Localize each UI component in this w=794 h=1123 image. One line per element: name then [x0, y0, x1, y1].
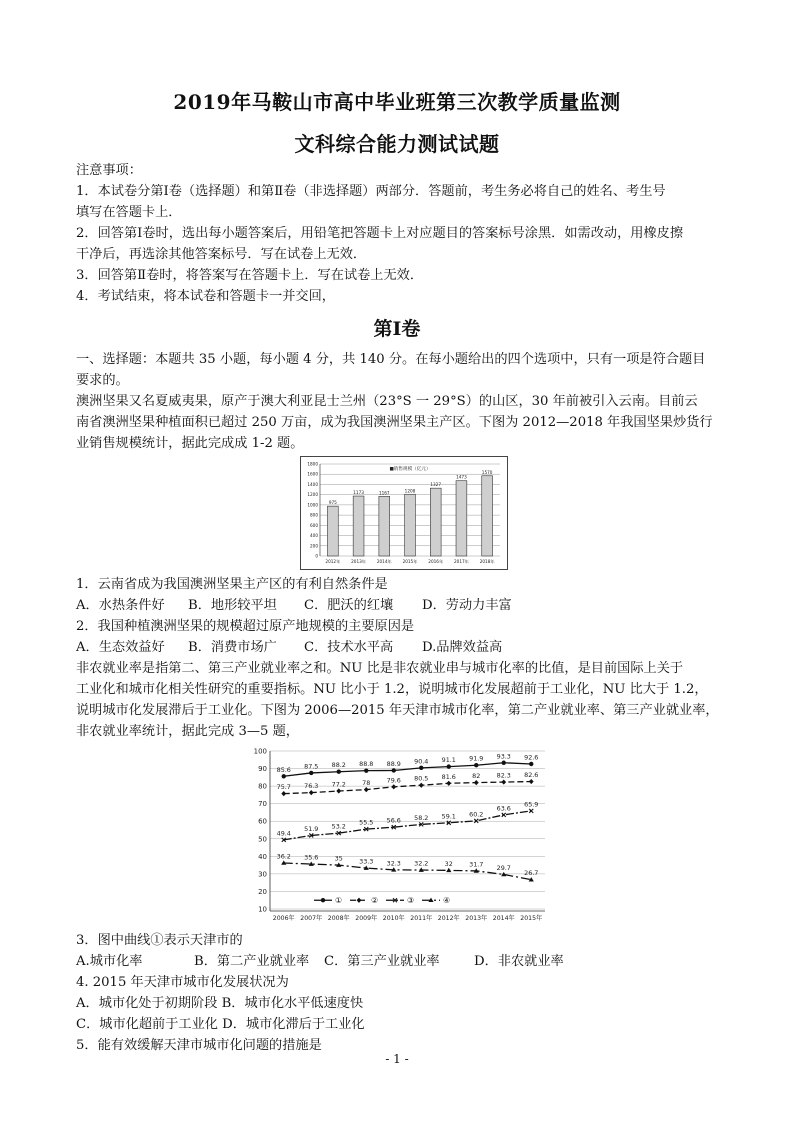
line-data-label: 35.6 [304, 853, 319, 862]
line-point [337, 770, 341, 774]
line-y-tick: 60 [258, 817, 267, 826]
bar [379, 496, 390, 556]
line-data-label: 92.6 [524, 753, 539, 762]
line-point [281, 791, 286, 796]
line-data-label: 32.3 [386, 859, 401, 868]
passage-line: 非农就业率统计，据此完成 3—5 题， [76, 724, 299, 739]
bar-y-tick: 200 [310, 543, 318, 549]
option-c[interactable]: C．肥沃的红壤 [304, 598, 394, 613]
bar-x-tick: 2015年 [402, 559, 418, 564]
line-y-tick: 40 [258, 852, 267, 861]
bar-chart [300, 456, 508, 570]
line-data-label: 82.6 [524, 771, 539, 780]
legend-label: ④ [443, 896, 451, 906]
line-y-tick: 50 [258, 835, 267, 844]
q3-options [76, 951, 726, 972]
line-y-tick: 70 [258, 800, 267, 809]
passage-line: 澳洲坚果又名夏威夷果，原产于澳大利亚昆士兰州（23°S 一 29°S）的山区，30 年前被引入云南。目前云 [76, 394, 698, 409]
notice-item: 填写在答题卡上． [76, 205, 182, 220]
line-series-diamond [284, 782, 532, 794]
line-x-tick: 2015年 [520, 915, 543, 922]
bar-value-label: 1208 [404, 488, 416, 494]
line-data-label: 87.5 [304, 762, 319, 771]
legend-label: ① [335, 896, 343, 906]
bar-x-tick: 2012年 [325, 559, 341, 564]
instruction-line: 要求的。 [76, 373, 129, 388]
bar-value-label: 1173 [353, 490, 364, 496]
q2-options [76, 637, 726, 658]
line-point [391, 784, 396, 789]
bar-value-label: 1327 [430, 482, 442, 488]
notice-item: 4．考试结束，将本试卷和答题卡一并交回， [76, 289, 335, 304]
line-x-tick: 2006年 [272, 915, 295, 922]
option-c[interactable]: C．第三产业就业率 [324, 954, 440, 969]
legend-label: ② [371, 896, 379, 906]
q1-options [76, 595, 726, 616]
line-data-label: 29.7 [496, 863, 511, 872]
option-d[interactable]: D．非农就业率 [474, 954, 564, 969]
line-point [419, 766, 423, 770]
line-data-label: 53.2 [331, 822, 346, 831]
notice-item: 2．回答第Ⅰ卷时，选出每小题答案后，用铅笔把答题卡上对应题目的答案标号涂黑．如需改动，用橡皮擦 [76, 226, 684, 241]
line-data-label: 49.4 [276, 829, 291, 838]
line-point [321, 898, 325, 902]
section-heading: 第Ⅰ卷 [373, 318, 421, 340]
line-data-label: 90.4 [414, 757, 429, 766]
line-point [309, 771, 313, 775]
line-y-tick: 10 [258, 905, 267, 914]
line-data-label: 31.7 [469, 860, 484, 869]
line-data-label: 88.2 [331, 761, 346, 770]
line-y-tick: 80 [258, 782, 267, 791]
line-data-label: 32 [444, 859, 453, 868]
line-x-tick: 2012年 [437, 915, 460, 922]
line-data-label: 55.5 [359, 818, 374, 827]
line-series-triangle [284, 863, 532, 880]
line-series-circle [284, 763, 532, 777]
bar-y-tick: 600 [310, 522, 318, 528]
line-x-tick: 2009年 [355, 915, 378, 922]
line-x-tick: 2010年 [382, 915, 405, 922]
line-y-tick: 100 [253, 747, 267, 756]
line-y-tick: 20 [258, 887, 267, 896]
line-point [501, 779, 506, 784]
questions-1-2 [76, 574, 726, 742]
bar-value-label: 975 [328, 500, 337, 506]
exam-subtitle: 文科综合能力测试试题 [294, 132, 500, 156]
bar-value-label: 1167 [378, 490, 390, 496]
option-d[interactable]: D．劳动力丰富 [422, 598, 512, 613]
line-data-label: 35 [334, 854, 343, 863]
page-number: - 1 - [385, 1052, 409, 1066]
line-x-tick: 2007年 [300, 915, 323, 922]
bar-y-tick: 400 [310, 533, 318, 539]
line-data-label: 36.2 [276, 852, 291, 861]
exam-title: 2019年马鞍山市高中毕业班第三次教学质量监测 [173, 90, 621, 114]
option-b[interactable]: B．消费市场广 [188, 640, 277, 655]
line-data-label: 81.6 [441, 772, 456, 781]
line-x-tick: 2014年 [492, 915, 515, 922]
option-a[interactable]: A.城市化率 [76, 954, 143, 969]
passage-line: 南省澳洲坚果种植面积已超过 250 万亩，成为我国澳洲坚果主产区。下图为 2012—2018 年我国坚果炒货行 [76, 415, 713, 430]
line-data-label: 88.8 [359, 760, 374, 769]
line-data-label: 77.2 [331, 780, 346, 789]
line-point [529, 762, 533, 766]
bar [405, 494, 416, 556]
line-point [446, 781, 451, 786]
line-point [446, 868, 451, 872]
notice-heading: 注意事项： [76, 163, 142, 178]
line-data-label: 78 [362, 779, 371, 788]
bar-y-tick: 0 [315, 553, 318, 559]
line-data-label: 79.6 [386, 776, 401, 785]
line-point [392, 768, 396, 772]
line-data-label: 56.6 [386, 816, 401, 825]
legend-label: ③ [407, 896, 415, 906]
line-data-label: 82 [472, 772, 481, 781]
line-point [447, 764, 451, 768]
option-b[interactable]: B．第二产业就业率 [194, 954, 310, 969]
bar [327, 506, 338, 556]
line-y-tick: 30 [258, 870, 267, 879]
line-data-label: 82.3 [496, 771, 511, 780]
line-point [357, 898, 362, 903]
line-data-label: 76.3 [304, 782, 319, 791]
notice-item: 干净后，再选涂其他答案标号．写在试卷上无效． [76, 247, 367, 262]
line-data-label: 93.3 [496, 752, 511, 761]
bar-y-tick: 1600 [307, 471, 318, 477]
line-point [336, 788, 341, 793]
option-b[interactable]: B．地形较平坦 [188, 598, 277, 613]
bar-x-tick: 2016年 [428, 559, 444, 564]
bar-x-tick: 2014年 [376, 559, 392, 564]
option-d[interactable]: D.品牌效益高 [422, 640, 503, 655]
notice-section [76, 160, 726, 307]
line-data-label: 80.5 [414, 774, 429, 783]
question-stem: 2．我国种植澳洲坚果的规模超过原产地规模的主要原因是 [76, 619, 415, 634]
bar-y-tick: 1400 [307, 481, 318, 487]
line-y-tick: 90 [258, 765, 267, 774]
notice-item: 1．本试卷分第Ⅰ卷（选择题）和第Ⅱ卷（非选择题）两部分．答题前，考生务必将自己的姓名、考生号 [76, 184, 666, 199]
option-line[interactable]: A．城市化处于初期阶段 B．城市化水平低速度快 [76, 996, 364, 1011]
bar-value-label: 1570 [481, 469, 493, 475]
line-data-label: 63.6 [496, 804, 511, 813]
line-point [529, 779, 534, 784]
passage-1 [76, 349, 726, 454]
line-point [474, 763, 478, 767]
passage-line: 说明城市化发展滞后于工业化。下图为 2006—2015 年天津市城市化率，第二产业就业率、第三产业就业率， [76, 703, 719, 718]
line-x-tick: 2013年 [465, 915, 488, 922]
bar-y-tick: 800 [310, 512, 318, 518]
instruction-line: 一、选择题：本题共 35 小题，每小题 4 分，共 140 分。在每小题给出的四个选项中，只有一项是符合题目 [76, 352, 706, 367]
option-a[interactable]: A．生态效益好 [76, 640, 165, 655]
option-a[interactable]: A．水热条件好 [76, 598, 165, 613]
line-point [502, 761, 506, 765]
line-data-label: 88.9 [386, 759, 401, 768]
line-point [309, 790, 314, 795]
bar-x-tick: 2018年 [479, 559, 495, 564]
notice-item: 3．回答第Ⅱ卷时，将答案写在答题卡上．写在试卷上无效． [76, 268, 424, 283]
line-point [364, 768, 368, 772]
bar-value-label: 1473 [456, 474, 467, 480]
bar-y-tick: 1800 [307, 461, 318, 467]
bar [353, 496, 364, 556]
bar [430, 488, 441, 556]
line-data-label: 33.3 [359, 857, 374, 866]
passage-line: 工业化和城市化相关性研究的重要指标。NU 比小于 1.2，说明城市化发展超前于工业化，NU 比大于 1.2， [76, 682, 708, 697]
bar-chart-legend: ■销售规模（亿元） [389, 467, 431, 472]
line-data-label: 26.7 [524, 869, 539, 878]
questions-3-5 [76, 930, 726, 1056]
line-point [364, 787, 369, 792]
line-data-label: 75.7 [276, 783, 291, 792]
line-point [282, 774, 286, 778]
question-stem: 5．能有效缓解天津市城市化问题的措施是 [76, 1038, 322, 1053]
line-x-tick: 2011年 [410, 915, 433, 922]
line-data-label: 85.6 [276, 765, 291, 774]
line-data-label: 59.1 [441, 812, 456, 821]
passage-line: 非农就业率是指第二、第三产业就业率之和。NU 比是非农就业串与城市化率的比值，是目前国际上关于 [76, 661, 684, 676]
bar-x-tick: 2013年 [351, 559, 367, 564]
passage-line: 业销售规模统计，据此完成成 1-2 题。 [76, 436, 304, 451]
bar [456, 481, 467, 556]
line-data-label: 60.2 [469, 810, 484, 819]
question-stem: 4. 2015 年天津市城市化发展状况为 [76, 975, 289, 990]
line-point [419, 783, 424, 788]
question-stem: 3．图中曲线①表示天津市的 [76, 933, 243, 948]
bar [482, 476, 493, 556]
line-chart [250, 745, 550, 925]
bar-y-tick: 1000 [307, 502, 318, 508]
line-series-x [284, 811, 532, 840]
line-data-label: 91.9 [469, 754, 484, 763]
line-data-label: 58.2 [414, 813, 429, 822]
line-data-label: 65.9 [524, 800, 539, 809]
bar-x-tick: 2017年 [453, 559, 469, 564]
line-x-tick: 2008年 [327, 915, 350, 922]
line-data-label: 32.2 [414, 859, 429, 868]
line-point [474, 780, 479, 785]
bar-y-tick: 1200 [307, 492, 318, 498]
option-c[interactable]: C．技术水平高 [304, 640, 394, 655]
question-stem: 1．云南省成为我国澳洲坚果主产区的有利自然条件是 [76, 577, 388, 592]
line-data-label: 91.1 [441, 756, 456, 765]
line-data-label: 51.9 [304, 824, 319, 833]
option-line[interactable]: C．城市化超前于工业化 D．城市化滞后于工业化 [76, 1017, 365, 1032]
